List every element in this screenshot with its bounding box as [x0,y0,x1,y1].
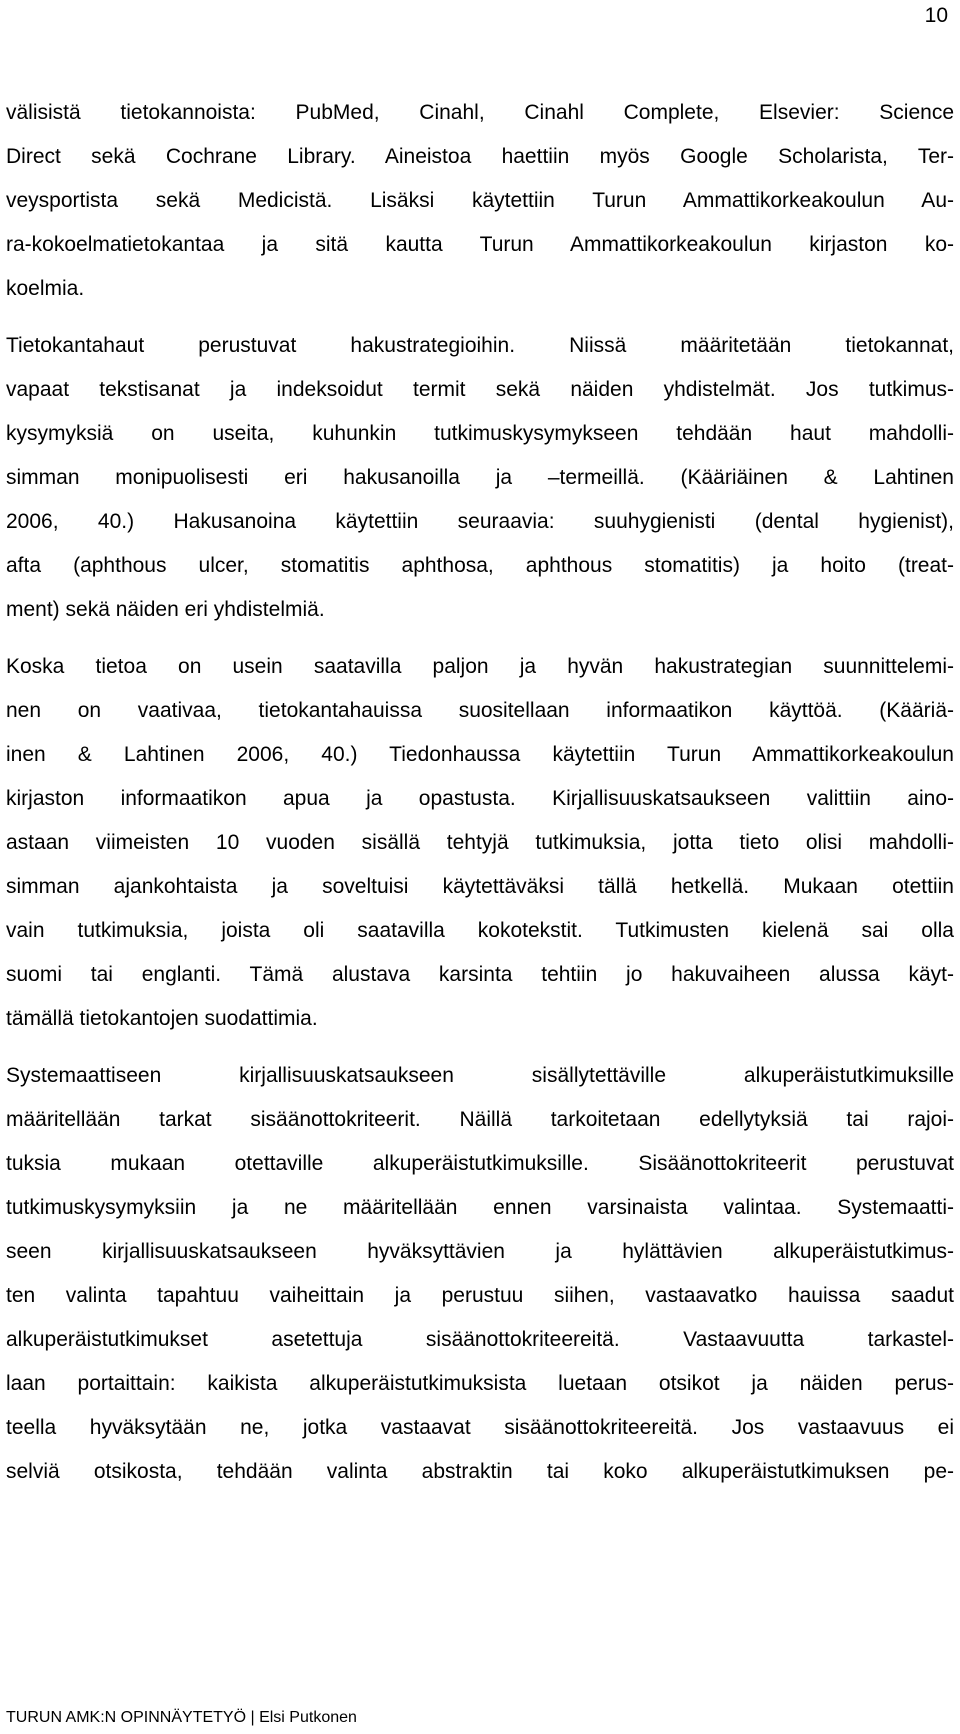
text-line: teella hyväksytään ne, jotka vastaavat sisäänottokriteereitä. Jos vastaavuus ei [6,1416,954,1439]
text-line: tutkimuskysymyksiin ja ne määritellään ennen varsinaista valintaa. Systemaatti- [6,1196,954,1219]
text-line: ment) sekä näiden eri yhdistelmiä. [6,598,325,621]
text-line: välisistä tietokannoista: PubMed, Cinahl, Cinahl Complete, Elsevier: Science [6,101,954,124]
text-line: laan portaittain: kaikista alkuperäistutkimuksista luetaan otsikot ja näiden perus- [6,1372,954,1395]
text-line: ten valinta tapahtuu vaiheittain ja perustuu siihen, vastaavatko hauissa saadut [6,1284,954,1307]
text-line: 2006, 40.) Hakusanoina käytettiin seuraavia: suuhygienisti (dental hygienist), [6,510,954,533]
page-number: 10 [924,4,948,27]
text-line: kirjaston informaatikon apua ja opastusta. Kirjallisuuskatsaukseen valittiin aino- [6,787,954,810]
text-line: vapaat tekstisanat ja indeksoidut termit sekä näiden yhdistelmät. Jos tutkimus- [6,378,954,401]
text-line: alkuperäistutkimukset asetettuja sisäänottokriteereitä. Vastaavuutta tarkastel- [6,1328,954,1351]
text-line: tämällä tietokantojen suodattimia. [6,1007,318,1030]
text-line: simman ajankohtaista ja soveltuisi käytettäväksi tällä hetkellä. Mukaan otettiin [6,875,954,898]
text-line: astaan viimeisten 10 vuoden sisällä tehtyjä tutkimuksia, jotta tieto olisi mahdolli- [6,831,954,854]
text-line: kysymyksiä on useita, kuhunkin tutkimuskysymykseen tehdään haut mahdolli- [6,422,954,445]
text-line: nen on vaativaa, tietokantahauissa suositellaan informaatikon käyttöä. (Kääriä- [6,699,954,722]
text-line: ra-kokoelmatietokantaa ja sitä kautta Turun Ammattikorkeakoulun kirjaston ko- [6,233,954,256]
text-line: Koska tietoa on usein saatavilla paljon ja hyvän hakustrategian suunnittelemi- [6,655,954,678]
text-line: koelmia. [6,277,85,300]
page-footer: TURUN AMK:N OPINNÄYTETYÖ | Elsi Putkonen [6,1709,357,1726]
text-line: afta (aphthous ulcer, stomatitis aphthosa, aphthous stomatitis) ja hoito (treat- [6,554,954,577]
text-line: tuksia mukaan otettaville alkuperäistutkimuksille. Sisäänottokriteerit perustuvat [6,1152,954,1175]
text-line: suomi tai englanti. Tämä alustava karsinta tehtiin jo hakuvaiheen alussa käyt- [6,963,954,986]
text-line: Direct sekä Cochrane Library. Aineistoa haettiin myös Google Scholarista, Ter- [6,145,954,168]
text-line: Tietokantahaut perustuvat hakustrategioihin. Niissä määritetään tietokannat, [6,334,954,357]
text-line: selviä otsikosta, tehdään valinta abstraktin tai koko alkuperäistutkimuksen pe- [6,1460,954,1483]
text-line: simman monipuolisesti eri hakusanoilla ja –termeillä. (Kääriäinen & Lahtinen [6,466,954,489]
text-line: inen & Lahtinen 2006, 40.) Tiedonhaussa käytettiin Turun Ammattikorkeakoulun [6,743,954,766]
text-line: seen kirjallisuuskatsaukseen hyväksyttävien ja hylättävien alkuperäistutkimus- [6,1240,954,1263]
text-line: määritellään tarkat sisäänottokriteerit. Näillä tarkoitetaan edellytyksiä tai rajoi- [6,1108,954,1131]
text-line: veysportista sekä Medicistä. Lisäksi käytettiin Turun Ammattikorkeakoulun Au- [6,189,954,212]
text-line: Systemaattiseen kirjallisuuskatsaukseen sisällytettäville alkuperäistutkimuksille [6,1064,954,1087]
text-line: vain tutkimuksia, joista oli saatavilla kokotekstit. Tutkimusten kielenä sai olla [6,919,954,942]
